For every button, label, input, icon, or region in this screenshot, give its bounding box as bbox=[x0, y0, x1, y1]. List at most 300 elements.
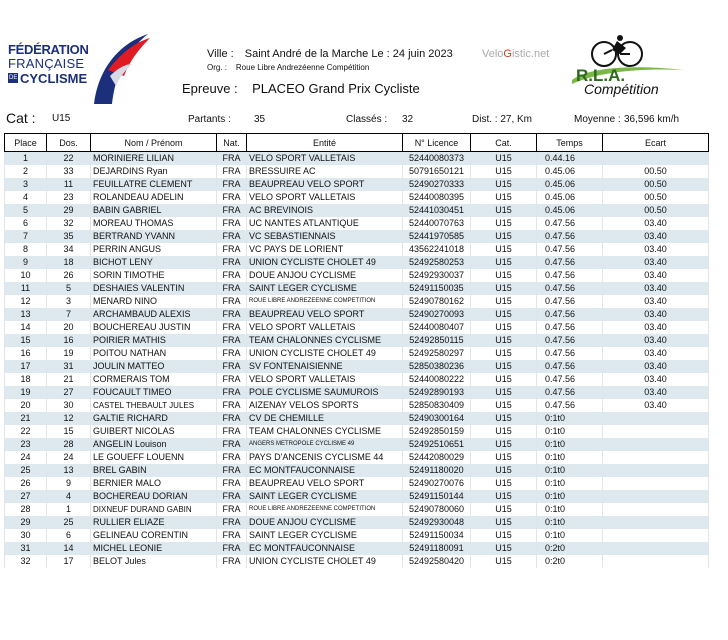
table-row bbox=[5, 295, 709, 308]
licence-cell: 52850380236 bbox=[403, 360, 471, 373]
place-cell: 27 bbox=[5, 490, 47, 503]
rider-name-cell: CORMERAIS TOM bbox=[91, 373, 217, 386]
cyclist-logo-icon bbox=[568, 34, 686, 100]
licence-cell: 52492580253 bbox=[403, 256, 471, 269]
licence-cell: 52491180091 bbox=[403, 542, 471, 555]
rider-name-cell: LE GOUEFF LOUENN bbox=[91, 451, 217, 464]
software-brand-b: G bbox=[503, 48, 512, 60]
gap-cell: 03.40 bbox=[603, 217, 709, 230]
rider-name-cell: GALTIE RICHARD bbox=[91, 412, 217, 425]
rider-name-cell: POIRIER MATHIS bbox=[91, 334, 217, 347]
rider-name-cell: GELINEAU CORENTIN bbox=[91, 529, 217, 542]
place-cell: 11 bbox=[5, 282, 47, 295]
logo-text-de: DE bbox=[9, 75, 18, 81]
gap-cell bbox=[603, 516, 709, 529]
results-header-row bbox=[5, 134, 709, 152]
gap-cell: 03.40 bbox=[603, 243, 709, 256]
category-cell: U15 bbox=[471, 477, 537, 490]
rider-name-cell: ROLANDEAU ADELIN bbox=[91, 191, 217, 204]
col-header-place: Place bbox=[5, 134, 47, 152]
rider-name-cell: POITOU NATHAN bbox=[91, 347, 217, 360]
place-cell: 19 bbox=[5, 386, 47, 399]
category-cell: U15 bbox=[471, 386, 537, 399]
team-cell: VELO SPORT VALLETAIS bbox=[247, 321, 403, 334]
place-cell: 12 bbox=[5, 295, 47, 308]
rider-name-cell: SORIN TIMOTHE bbox=[91, 269, 217, 282]
org-value: Roue Libre Andrezéenne Compétition bbox=[235, 63, 370, 72]
date-value: 24 juin 2023 bbox=[392, 48, 453, 60]
licence-cell: 50791650121 bbox=[403, 165, 471, 178]
col-header-entity: Entité bbox=[247, 134, 403, 152]
nationality-cell: FRA bbox=[217, 178, 247, 191]
nationality-cell: FRA bbox=[217, 464, 247, 477]
table-row bbox=[5, 178, 709, 191]
team-cell: ROUE LIBRE ANDREZEENNE COMPETITION bbox=[247, 503, 403, 516]
rider-name-cell: BOUCHEREAU JUSTIN bbox=[91, 321, 217, 334]
rider-name-cell: FOUCAULT TIMEO bbox=[91, 386, 217, 399]
table-row bbox=[5, 451, 709, 464]
licence-cell: 52490300164 bbox=[403, 412, 471, 425]
dossard-cell: 12 bbox=[47, 412, 91, 425]
gap-cell: 03.40 bbox=[603, 347, 709, 360]
nationality-cell: FRA bbox=[217, 256, 247, 269]
gap-cell bbox=[603, 542, 709, 555]
team-cell: ANGERS METROPOLE CYCLISME 49 bbox=[247, 438, 403, 451]
gap-cell: 03.40 bbox=[603, 282, 709, 295]
nationality-cell: FRA bbox=[217, 321, 247, 334]
time-cell: 0.47.56 bbox=[537, 243, 603, 256]
category-cell: U15 bbox=[471, 152, 537, 166]
team-cell: AC BREVINOIS bbox=[247, 204, 403, 217]
rider-name-cell: ARCHAMBAUD ALEXIS bbox=[91, 308, 217, 321]
licence-cell: 52440080222 bbox=[403, 373, 471, 386]
table-row bbox=[5, 425, 709, 438]
gap-cell bbox=[603, 438, 709, 451]
gap-cell bbox=[603, 451, 709, 464]
time-cell: 0:1t0 bbox=[537, 464, 603, 477]
table-row bbox=[5, 165, 709, 178]
rider-name-cell: JOULIN MATTEO bbox=[91, 360, 217, 373]
classes-value: 32 bbox=[402, 114, 414, 125]
software-brand-c: istic.net bbox=[511, 48, 550, 60]
table-row bbox=[5, 464, 709, 477]
category-cell: U15 bbox=[471, 230, 537, 243]
cat-value: U15 bbox=[52, 113, 71, 124]
place-cell: 15 bbox=[5, 334, 47, 347]
time-cell: 0.47.56 bbox=[537, 295, 603, 308]
category-cell: U15 bbox=[471, 412, 537, 425]
team-cell: VELO SPORT VALLETAIS bbox=[247, 373, 403, 386]
moyenne-label: Moyenne : bbox=[574, 114, 621, 125]
category-cell: U15 bbox=[471, 243, 537, 256]
time-cell: 0.45.06 bbox=[537, 191, 603, 204]
nationality-cell: FRA bbox=[217, 217, 247, 230]
licence-cell: 52490780162 bbox=[403, 295, 471, 308]
dossard-cell: 11 bbox=[47, 178, 91, 191]
time-cell: 0.47.56 bbox=[537, 360, 603, 373]
dossard-cell: 25 bbox=[47, 516, 91, 529]
nationality-cell: FRA bbox=[217, 412, 247, 425]
dossard-cell: 1 bbox=[47, 503, 91, 516]
time-cell: 0.47.56 bbox=[537, 282, 603, 295]
place-cell: 29 bbox=[5, 516, 47, 529]
nationality-cell: FRA bbox=[217, 282, 247, 295]
dossard-cell: 13 bbox=[47, 464, 91, 477]
place-cell: 4 bbox=[5, 191, 47, 204]
table-row bbox=[5, 347, 709, 360]
place-cell: 14 bbox=[5, 321, 47, 334]
table-row bbox=[5, 438, 709, 451]
rider-name-cell: BERNIER MALO bbox=[91, 477, 217, 490]
licence-cell: 43562241018 bbox=[403, 243, 471, 256]
dossard-cell: 18 bbox=[47, 256, 91, 269]
nationality-cell: FRA bbox=[217, 165, 247, 178]
licence-cell: 52492890193 bbox=[403, 386, 471, 399]
nationality-cell: FRA bbox=[217, 399, 247, 412]
time-cell: 0.47.56 bbox=[537, 256, 603, 269]
gap-cell: 03.40 bbox=[603, 269, 709, 282]
team-cell: TEAM CHALONNES CYCLISME bbox=[247, 425, 403, 438]
dossard-cell: 32 bbox=[47, 217, 91, 230]
licence-cell: 52490270076 bbox=[403, 477, 471, 490]
licence-cell: 52490270333 bbox=[403, 178, 471, 191]
col-header-time: Temps bbox=[537, 134, 603, 152]
category-cell: U15 bbox=[471, 256, 537, 269]
dossard-cell: 15 bbox=[47, 425, 91, 438]
ville-label: Ville : bbox=[207, 48, 234, 60]
nationality-cell: FRA bbox=[217, 295, 247, 308]
category-cell: U15 bbox=[471, 191, 537, 204]
licence-cell: 52491150034 bbox=[403, 529, 471, 542]
licence-cell: 52440080407 bbox=[403, 321, 471, 334]
classes-label: Classés : bbox=[346, 114, 388, 125]
table-row bbox=[5, 152, 709, 166]
time-cell: 0.47.56 bbox=[537, 230, 603, 243]
gap-cell: 00.50 bbox=[603, 191, 709, 204]
epreuve-label: Epreuve : bbox=[182, 81, 238, 96]
rider-name-cell: GUIBERT NICOLAS bbox=[91, 425, 217, 438]
nationality-cell: FRA bbox=[217, 529, 247, 542]
licence-cell: 52492580420 bbox=[403, 555, 471, 568]
svg-text:Compétition: Compétition bbox=[584, 81, 659, 97]
licence-cell: 52491180020 bbox=[403, 464, 471, 477]
place-cell: 32 bbox=[5, 555, 47, 568]
team-cell: SAINT LEGER CYCLISME bbox=[247, 490, 403, 503]
gap-cell: 00.50 bbox=[603, 204, 709, 217]
category-cell: U15 bbox=[471, 464, 537, 477]
col-header-nat: Nat. bbox=[217, 134, 247, 152]
nationality-cell: FRA bbox=[217, 490, 247, 503]
category-cell: U15 bbox=[471, 165, 537, 178]
rider-name-cell: MOREAU THOMAS bbox=[91, 217, 217, 230]
category-cell: U15 bbox=[471, 269, 537, 282]
category-cell: U15 bbox=[471, 217, 537, 230]
time-cell: 0.45.06 bbox=[537, 178, 603, 191]
time-cell: 0:2t0 bbox=[537, 542, 603, 555]
gap-cell: 03.40 bbox=[603, 373, 709, 386]
dossard-cell: 27 bbox=[47, 386, 91, 399]
dossard-cell: 7 bbox=[47, 308, 91, 321]
nationality-cell: FRA bbox=[217, 204, 247, 217]
time-cell: 0:1t0 bbox=[537, 516, 603, 529]
place-cell: 16 bbox=[5, 347, 47, 360]
nationality-cell: FRA bbox=[217, 347, 247, 360]
gap-cell: 03.40 bbox=[603, 399, 709, 412]
time-cell: 0.45.06 bbox=[537, 204, 603, 217]
rider-name-cell: DESHAIES VALENTIN bbox=[91, 282, 217, 295]
licence-cell: 52440080395 bbox=[403, 191, 471, 204]
rider-name-cell: BREL GABIN bbox=[91, 464, 217, 477]
dossard-cell: 14 bbox=[47, 542, 91, 555]
logo-text-cyclisme: CYCLISME bbox=[20, 71, 88, 86]
dossard-cell: 23 bbox=[47, 191, 91, 204]
table-row bbox=[5, 373, 709, 386]
nationality-cell: FRA bbox=[217, 503, 247, 516]
gap-cell: 03.40 bbox=[603, 256, 709, 269]
place-cell: 23 bbox=[5, 438, 47, 451]
dossard-cell: 28 bbox=[47, 438, 91, 451]
team-cell: UNION CYCLISTE CHOLET 49 bbox=[247, 256, 403, 269]
distance-label: Dist. : 27, Km bbox=[472, 114, 533, 125]
place-cell: 7 bbox=[5, 230, 47, 243]
team-cell: VELO SPORT VALLETAIS bbox=[247, 191, 403, 204]
gap-cell: 00.50 bbox=[603, 178, 709, 191]
rider-name-cell: DEJARDINS Ryan bbox=[91, 165, 217, 178]
licence-cell: 52492930048 bbox=[403, 516, 471, 529]
gap-cell: 00.50 bbox=[603, 165, 709, 178]
partants-label: Partants : bbox=[188, 114, 231, 125]
licence-cell: 52492850115 bbox=[403, 334, 471, 347]
rider-name-cell: DIXNEUF DURAND GABIN bbox=[91, 503, 217, 516]
team-cell: BEAUPREAU VELO SPORT bbox=[247, 477, 403, 490]
nationality-cell: FRA bbox=[217, 334, 247, 347]
nationality-cell: FRA bbox=[217, 360, 247, 373]
rider-name-cell: BERTRAND YVANN bbox=[91, 230, 217, 243]
gap-cell bbox=[603, 477, 709, 490]
software-brand bbox=[482, 48, 549, 60]
rider-name-cell: MORINIERE LILIAN bbox=[91, 152, 217, 166]
licence-cell: 52491150035 bbox=[403, 282, 471, 295]
team-cell: POLE CYCLISME SAUMUROIS bbox=[247, 386, 403, 399]
team-cell: VELO SPORT VALLETAIS bbox=[247, 152, 403, 166]
table-row bbox=[5, 477, 709, 490]
gap-cell: 03.40 bbox=[603, 386, 709, 399]
gap-cell bbox=[603, 412, 709, 425]
table-row bbox=[5, 282, 709, 295]
dossard-cell: 16 bbox=[47, 334, 91, 347]
category-cell: U15 bbox=[471, 204, 537, 217]
gap-cell bbox=[603, 555, 709, 568]
nationality-cell: FRA bbox=[217, 191, 247, 204]
results-body bbox=[5, 152, 709, 569]
col-header-name: Nom / Prénom bbox=[91, 134, 217, 152]
licence-cell: 52491150144 bbox=[403, 490, 471, 503]
dossard-cell: 35 bbox=[47, 230, 91, 243]
team-cell: UC NANTES ATLANTIQUE bbox=[247, 217, 403, 230]
time-cell: 0.45.06 bbox=[537, 165, 603, 178]
moyenne-value: 36,596 km/h bbox=[624, 114, 680, 125]
table-row bbox=[5, 256, 709, 269]
gap-cell: 03.40 bbox=[603, 230, 709, 243]
licence-cell: 52490270093 bbox=[403, 308, 471, 321]
team-cell: VC SEBASTIENNAIS bbox=[247, 230, 403, 243]
place-cell: 9 bbox=[5, 256, 47, 269]
licence-cell: 52440080373 bbox=[403, 152, 471, 166]
date-label: Le : bbox=[371, 48, 390, 60]
time-cell: 0:1t0 bbox=[537, 529, 603, 542]
place-cell: 20 bbox=[5, 399, 47, 412]
category-cell: U15 bbox=[471, 178, 537, 191]
gap-cell bbox=[603, 425, 709, 438]
time-cell: 0:1t0 bbox=[537, 425, 603, 438]
team-cell: TEAM CHALONNES CYCLISME bbox=[247, 334, 403, 347]
logo-text-federation: FÉDÉRATION bbox=[8, 42, 89, 57]
rider-name-cell: PERRIN ANGUS bbox=[91, 243, 217, 256]
table-row bbox=[5, 386, 709, 399]
nationality-cell: FRA bbox=[217, 152, 247, 166]
place-cell: 24 bbox=[5, 451, 47, 464]
team-cell: UNION CYCLISTE CHOLET 49 bbox=[247, 347, 403, 360]
category-cell: U15 bbox=[471, 542, 537, 555]
gap-cell bbox=[603, 464, 709, 477]
gap-cell: 03.40 bbox=[603, 360, 709, 373]
table-row bbox=[5, 321, 709, 334]
licence-cell: 52492580297 bbox=[403, 347, 471, 360]
table-row bbox=[5, 529, 709, 542]
table-row bbox=[5, 503, 709, 516]
place-cell: 2 bbox=[5, 165, 47, 178]
place-cell: 30 bbox=[5, 529, 47, 542]
cat-label: Cat : bbox=[6, 110, 36, 126]
dossard-cell: 34 bbox=[47, 243, 91, 256]
dossard-cell: 30 bbox=[47, 399, 91, 412]
rider-name-cell: BOCHEREAU DORIAN bbox=[91, 490, 217, 503]
team-cell: BRESSUIRE AC bbox=[247, 165, 403, 178]
table-row bbox=[5, 269, 709, 282]
dossard-cell: 21 bbox=[47, 373, 91, 386]
category-cell: U15 bbox=[471, 373, 537, 386]
svg-text:R.L.A.: R.L.A. bbox=[576, 66, 626, 85]
dossard-cell: 9 bbox=[47, 477, 91, 490]
nationality-cell: FRA bbox=[217, 243, 247, 256]
team-cell: DOUE ANJOU CYCLISME bbox=[247, 269, 403, 282]
team-cell: PAYS D'ANCENIS CYCLISME 44 bbox=[247, 451, 403, 464]
licence-cell: 52442080029 bbox=[403, 451, 471, 464]
event-title-line bbox=[182, 81, 420, 96]
nationality-cell: FRA bbox=[217, 451, 247, 464]
team-cell: SV FONTENAISIENNE bbox=[247, 360, 403, 373]
nationality-cell: FRA bbox=[217, 516, 247, 529]
licence-cell: 52492510651 bbox=[403, 438, 471, 451]
team-cell: AIZENAY VELOS SPORTS bbox=[247, 399, 403, 412]
time-cell: 0.47.56 bbox=[537, 347, 603, 360]
table-row bbox=[5, 516, 709, 529]
team-cell: VC PAYS DE LORIENT bbox=[247, 243, 403, 256]
gap-cell bbox=[603, 490, 709, 503]
federation-logo bbox=[6, 30, 152, 110]
gap-cell: 03.40 bbox=[603, 295, 709, 308]
table-row bbox=[5, 399, 709, 412]
dossard-cell: 24 bbox=[47, 451, 91, 464]
dossard-cell: 19 bbox=[47, 347, 91, 360]
time-cell: 0.47.56 bbox=[537, 373, 603, 386]
category-cell: U15 bbox=[471, 490, 537, 503]
time-cell: 0.47.56 bbox=[537, 334, 603, 347]
dossard-cell: 4 bbox=[47, 490, 91, 503]
time-cell: 0.47.56 bbox=[537, 269, 603, 282]
category-cell: U15 bbox=[471, 503, 537, 516]
licence-cell: 52492930037 bbox=[403, 269, 471, 282]
place-cell: 8 bbox=[5, 243, 47, 256]
team-cell: EC MONTFAUCONNAISE bbox=[247, 464, 403, 477]
dossard-cell: 33 bbox=[47, 165, 91, 178]
table-row bbox=[5, 230, 709, 243]
team-cell: BEAUPREAU VELO SPORT bbox=[247, 308, 403, 321]
rla-competition-logo bbox=[568, 34, 686, 100]
category-cell: U15 bbox=[471, 308, 537, 321]
table-row bbox=[5, 360, 709, 373]
team-cell: SAINT LEGER CYCLISME bbox=[247, 282, 403, 295]
col-header-licence: N° Licence bbox=[403, 134, 471, 152]
category-cell: U15 bbox=[471, 334, 537, 347]
partants-value: 35 bbox=[254, 114, 266, 125]
gap-cell: 03.40 bbox=[603, 321, 709, 334]
place-cell: 18 bbox=[5, 373, 47, 386]
time-cell: 0:1t0 bbox=[537, 477, 603, 490]
dossard-cell: 20 bbox=[47, 321, 91, 334]
event-location-line bbox=[207, 48, 453, 60]
category-cell: U15 bbox=[471, 295, 537, 308]
dossard-cell: 22 bbox=[47, 152, 91, 166]
gap-cell bbox=[603, 529, 709, 542]
nationality-cell: FRA bbox=[217, 308, 247, 321]
software-brand-a: Velo bbox=[482, 48, 504, 60]
time-cell: 0:1t0 bbox=[537, 412, 603, 425]
gap-cell: 03.40 bbox=[603, 308, 709, 321]
team-cell: UNION CYCLISTE CHOLET 49 bbox=[247, 555, 403, 568]
place-cell: 5 bbox=[5, 204, 47, 217]
time-cell: 0.47.56 bbox=[537, 308, 603, 321]
col-header-dossard: Dos. bbox=[47, 134, 91, 152]
time-cell: 0.44.16 bbox=[537, 152, 603, 166]
table-row bbox=[5, 204, 709, 217]
licence-cell: 52492850159 bbox=[403, 425, 471, 438]
gap-cell bbox=[603, 152, 709, 166]
dossard-cell: 17 bbox=[47, 555, 91, 568]
ville-value: Saint André de la Marche bbox=[244, 48, 369, 60]
table-row bbox=[5, 191, 709, 204]
rider-name-cell: ANGELIN Louison bbox=[91, 438, 217, 451]
place-cell: 10 bbox=[5, 269, 47, 282]
logo-text-francaise: FRANÇAISE bbox=[8, 56, 85, 71]
gap-cell bbox=[603, 503, 709, 516]
nationality-cell: FRA bbox=[217, 542, 247, 555]
table-row bbox=[5, 542, 709, 555]
place-cell: 13 bbox=[5, 308, 47, 321]
place-cell: 28 bbox=[5, 503, 47, 516]
category-cell: U15 bbox=[471, 516, 537, 529]
gap-cell: 03.40 bbox=[603, 334, 709, 347]
dossard-cell: 26 bbox=[47, 269, 91, 282]
time-cell: 0:1t0 bbox=[537, 438, 603, 451]
table-row bbox=[5, 334, 709, 347]
table-row bbox=[5, 490, 709, 503]
nationality-cell: FRA bbox=[217, 425, 247, 438]
nationality-cell: FRA bbox=[217, 438, 247, 451]
place-cell: 26 bbox=[5, 477, 47, 490]
nationality-cell: FRA bbox=[217, 555, 247, 568]
rider-name-cell: MENARD NINO bbox=[91, 295, 217, 308]
